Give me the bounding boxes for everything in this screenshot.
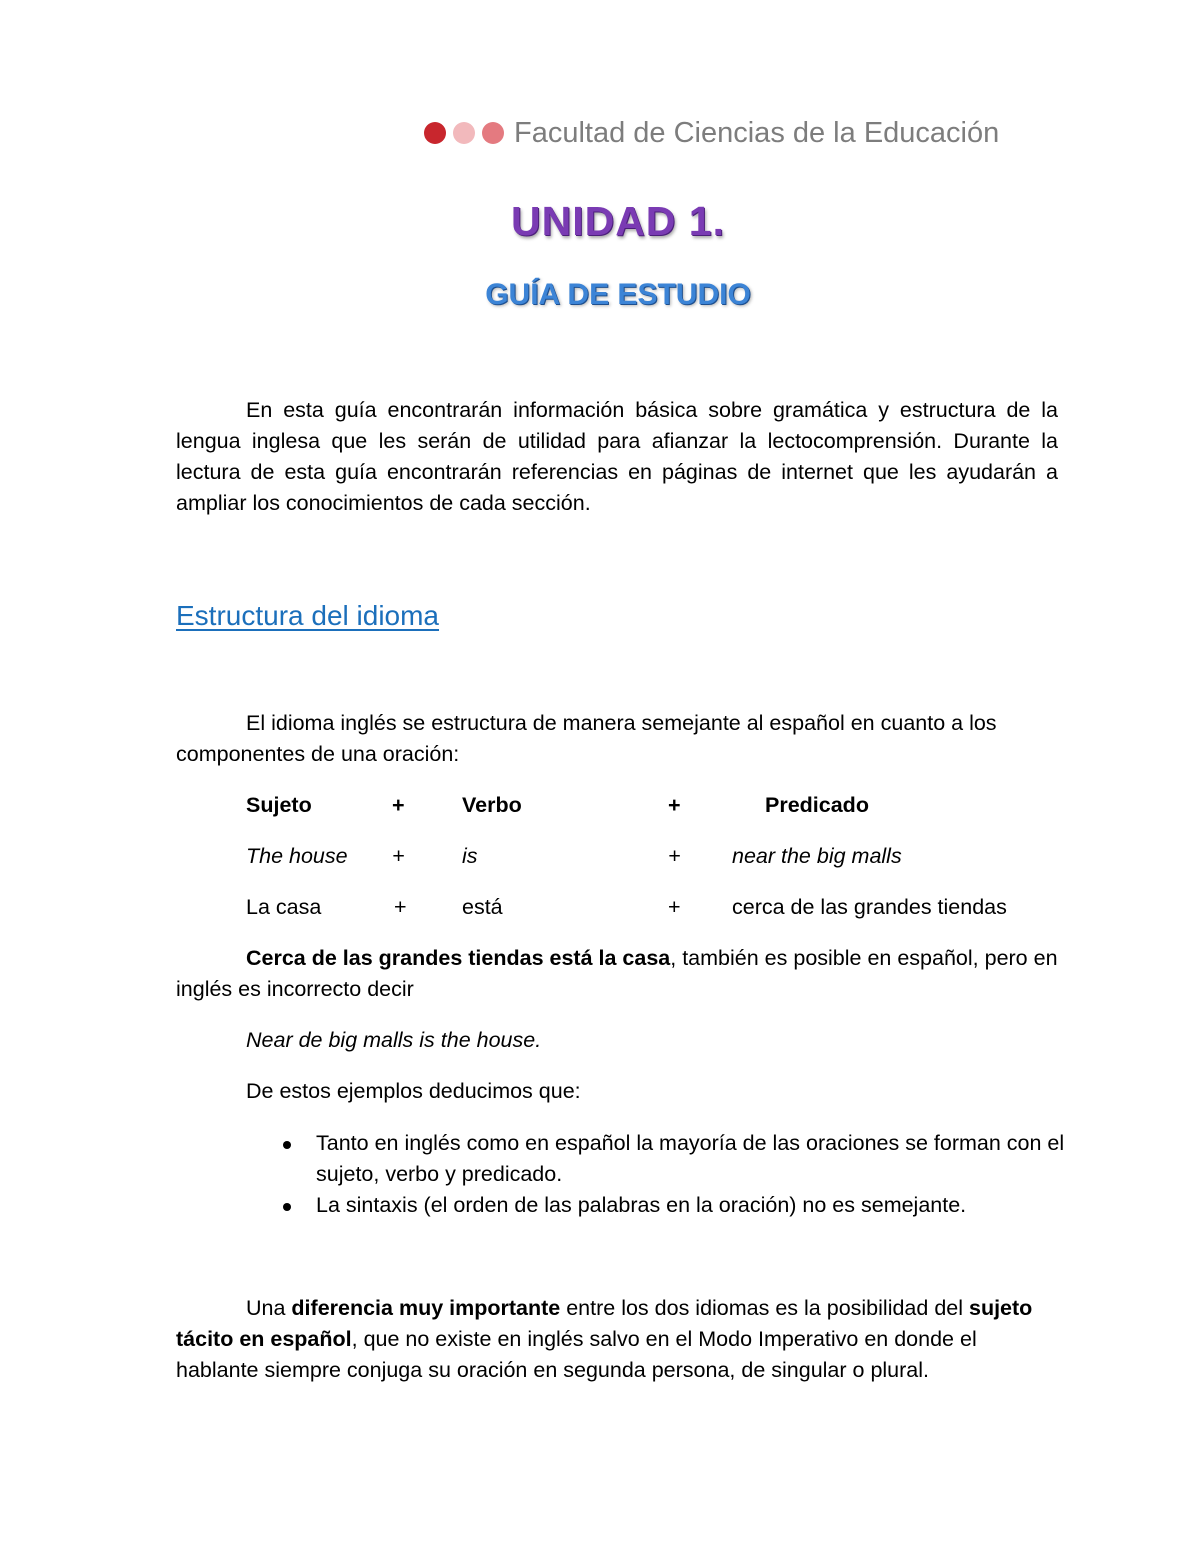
tacit-text-1: Una [246,1296,292,1320]
tacit-bold-1: diferencia muy importante [291,1296,561,1320]
faculty-name: Facultad de Ciencias de la Educación [514,117,1000,149]
header-plus-1: + [392,793,405,817]
table-row-english [246,841,1066,872]
rose-dot-icon [482,122,504,144]
unit-title: UNIDAD 1. [510,198,726,244]
table-row-spanish [246,892,1066,923]
english-plus-1: + [392,844,405,868]
bullet-icon [283,1141,291,1149]
header-verb: Verbo [462,793,522,817]
word-order-example-bold: Cerca de las grandes tiendas está la casa [246,946,671,970]
english-predicate: near the big malls [732,844,902,868]
header-predicate: Predicado [765,793,869,817]
tacit-text-3: , que no existe en inglés salvo en el Modo Imperativo en donde el hablante siempre conjuga su oración en segunda persona, de singular o plural. [176,1327,977,1382]
spanish-predicate: cerca de las grandes tiendas [732,895,1007,919]
word-order-paragraph [176,943,1058,1005]
red-dot-icon [424,122,446,144]
spanish-subject: La casa [246,895,322,919]
bullet-text: Tanto en inglés como en español la mayoría de las oraciones se forman con el sujeto, verbo y predicado. [316,1131,1065,1186]
pink-dot-icon [453,122,475,144]
spanish-plus-2: + [668,895,681,919]
english-plus-2: + [668,844,681,868]
english-subject: The house [246,844,348,868]
header-plus-2: + [668,793,681,817]
list-item [276,1190,1076,1221]
study-guide-title: GUÍA DE ESTUDIO [485,278,751,311]
spanish-verb: está [462,895,503,919]
intro-paragraph: En esta guía encontrarán información básica sobre gramática y estructura de la lengua inglesa que les serán de utilidad para afianzar la lectocomprensión. Durante la lectura de esta guía encontrarán referencias en páginas de internet que les ayudarán a ampliar los conocimientos de cada sección. [176,398,1058,515]
section-heading: Estructura del idioma [176,600,440,631]
header-subject: Sujeto [246,793,312,817]
tacit-text-2: entre los dos idiomas es la posibilidad del [560,1296,969,1320]
bullet-icon [283,1203,291,1211]
incorrect-example: Near de big malls is the house. [246,1028,542,1052]
spanish-plus-1: + [394,895,407,919]
bullet-text: La sintaxis (el orden de las palabras en la oración) no es semejante. [316,1193,967,1217]
deduction-list [276,1128,1076,1221]
table-header-row [246,790,1066,821]
list-item [276,1128,1076,1190]
structure-paragraph: El idioma inglés se estructura de manera semejante al español en cuanto a los componentes de una oración: [176,711,997,766]
faculty-header [424,112,1024,156]
word-order-explanation: , también es posible en español, pero en inglés es incorrecto decir [176,946,1058,1001]
tacit-subject-paragraph [176,1293,1058,1386]
tacit-bold-2: sujeto tácito en español [176,1296,1033,1351]
english-verb: is [462,844,478,868]
deduction-intro: De estos ejemplos deducimos que: [246,1079,581,1103]
